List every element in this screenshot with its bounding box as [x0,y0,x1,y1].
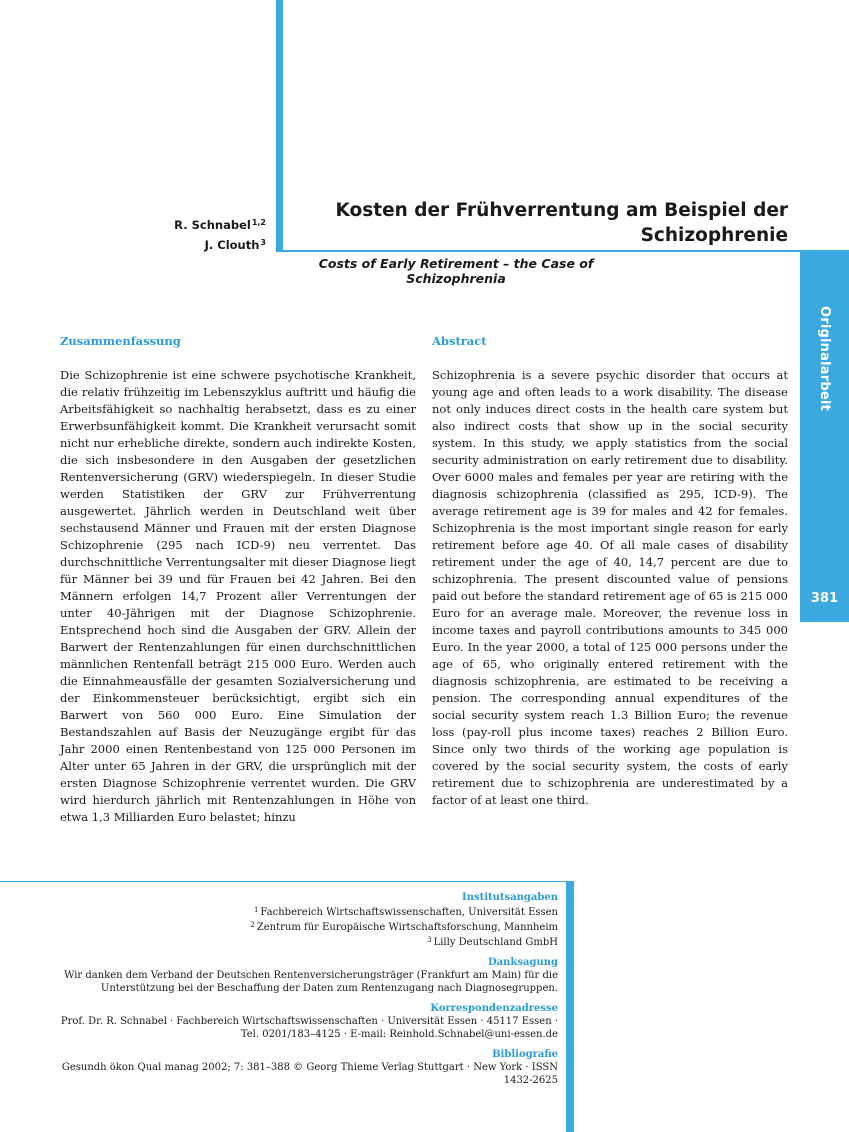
zusammenfassung-column [60,333,416,826]
article-title: Kosten der Frühverrentung am Beispiel der Schizophrenie [335,200,788,246]
page-number: 381 [810,591,839,606]
article-subtitle: Costs of Early Retirement – the Case of Schizophrenia [318,256,594,286]
institution-line: $^3$ Lilly Deutschland GmbH [427,936,558,948]
article-info [60,891,558,1087]
author: R. Schnabel$^{1,2}$ [174,218,266,232]
info-rule [0,881,574,882]
correspondence-heading: Korrespondenzadresse [430,1003,558,1014]
author: J. Clouth$^3$ [204,238,266,252]
abstract-text: Schizophrenia is a severe psychic disorder that occurs at young age and often leads to a work disability. The disease not only induces direct costs in the health care system but also indirect costs that show up in the social security system. In this study, we apply statistics from the social security administration on early retirement due to disability. Over 6000 males and females per year are retiring with the diagnosis schizophrenia (classified as 295, ICD-9). The average retirement age is 39 for males and 42 for females. Schizophrenia is the most important single reason for early retirement before age 40. Of all male cases of disability retirement under the age of 40, 14,7 percent are due to schizophrenia. The present discounted value of pensions paid out before the standard retirement age of 65 is 215 000 Euro for an average male. Moreover, the revenue loss in income taxes and payroll contributions amounts to 345 000 Euro. In the year 2000, a total of 125 000 persons under the age of 65, who originally entered retirement with the diagnosis schizophrenia, are estimated to be receiving a pension. The corresponding annual expenditures of the social security system reach 1.3 Billion Euro; the revenue loss (pay-roll plus income taxes) reaches 2 Billion Euro. Since only two thirds of the working age population is covered by the social security system, the costs of early retirement due to schizophrenia are underestimated by a factor of at least one third. [432,368,788,807]
correspondence-line: Prof. Dr. R. Schnabel · Fachbereich Wirtschaftswissenschaften · Universität Essen · 45117 Essen · [60,1016,558,1027]
section-tab [800,251,849,622]
abstract-heading: Abstract [432,334,487,348]
section-tab-label: Originalarbeit [817,306,832,411]
bibliography-line: Gesundh ökon Qual manag 2002; 7: 381–388 © Georg Thieme Verlag Stuttgart · New York · ISSN 1432-2625 [61,1062,558,1086]
thanks-line: Unterstützung bei der Beschaffung der Daten zum Rentenzugang nach Diagnosegruppen. [100,983,558,994]
zusammenfassung-heading: Zusammenfassung [60,334,181,348]
abstract-column [432,333,788,809]
correspondence-line: Tel. 0201/183–4125 · E-mail: Reinhold.Schnabel@uni-essen.de [240,1029,558,1040]
title-rule [276,250,849,252]
institution-line: $^1$ Fachbereich Wirtschaftswissenschaften, Universität Essen [253,906,558,918]
zusammenfassung-text: Die Schizophrenie ist eine schwere psychotische Krankheit, die relativ frühzeitig im Lebenszyklus auftritt und häufig die Arbeitsfähigkeit so nachhaltig herabsetzt, dass es zu einer Erwerbsunfähigkeit kommt. Die Krankheit verursacht somit nicht nur erhebliche direkte, sondern auch indirekte Kosten, die sich insbesondere in den Ausgaben der gesetzlichen Rentenversicherung (GRV) wiederspiegeln. In dieser Studie werden Statistiken der GRV zur Frühverrentung ausgewertet. Jährlich werden in Deutschland weit über sechstausend Männer und Frauen mit der ersten Diagnose Schizophrenie (295 nach ICD-9) neu verrentet. Das durchschnittliche Verrentungsalter mit dieser Diagnose liegt für Männer bei 39 und für Frauen bei 42 Jahren. Bei den Männern erfolgen 14,7 Prozent aller Verrentungen der unter 40-Jährigen mit der Diagnose Schizophrenie. Entsprechend hoch sind die Ausgaben der GRV. Allein der Barwert der Rentenzahlungen für einen durchschnittlichen männlichen Rentenfall beträgt 215 000 Euro. Werden auch die Einnahmeausfälle der gesamten Sozialversicherung und der Einkommensteuer berücksichtigt, ergibt sich ein Barwert von 560 000 Euro. Eine Simulation der Bestandszahlen auf Basis der Neuzugänge ergibt für das Jahr 2000 einen Rentenbestand von 125 000 Personen im Alter unter 65 Jahren in der GRV, die ursprünglich mit der ersten Diagnose Schizophrenie verrentet wurden. Die GRV wird hierdurch jährlich mit Rentenzahlungen in Höhe von etwa 1,3 Milliarden Euro belastet; hinzu [60,368,416,824]
author-list [174,214,266,254]
accent-bar-top [276,0,283,251]
bibliography-heading: Bibliografie [492,1049,558,1060]
institution-line: $^2$ Zentrum für Europäische Wirtschaftsforschung, Mannheim [250,921,558,933]
thanks-heading: Danksagung [488,957,558,968]
institutions-heading: Institutsangaben [462,892,558,903]
thanks-line: Wir danken dem Verband der Deutschen Rentenversicherungsträger (Frankfurt am Main) für die [64,970,558,981]
accent-bar-bottom [566,881,574,1132]
